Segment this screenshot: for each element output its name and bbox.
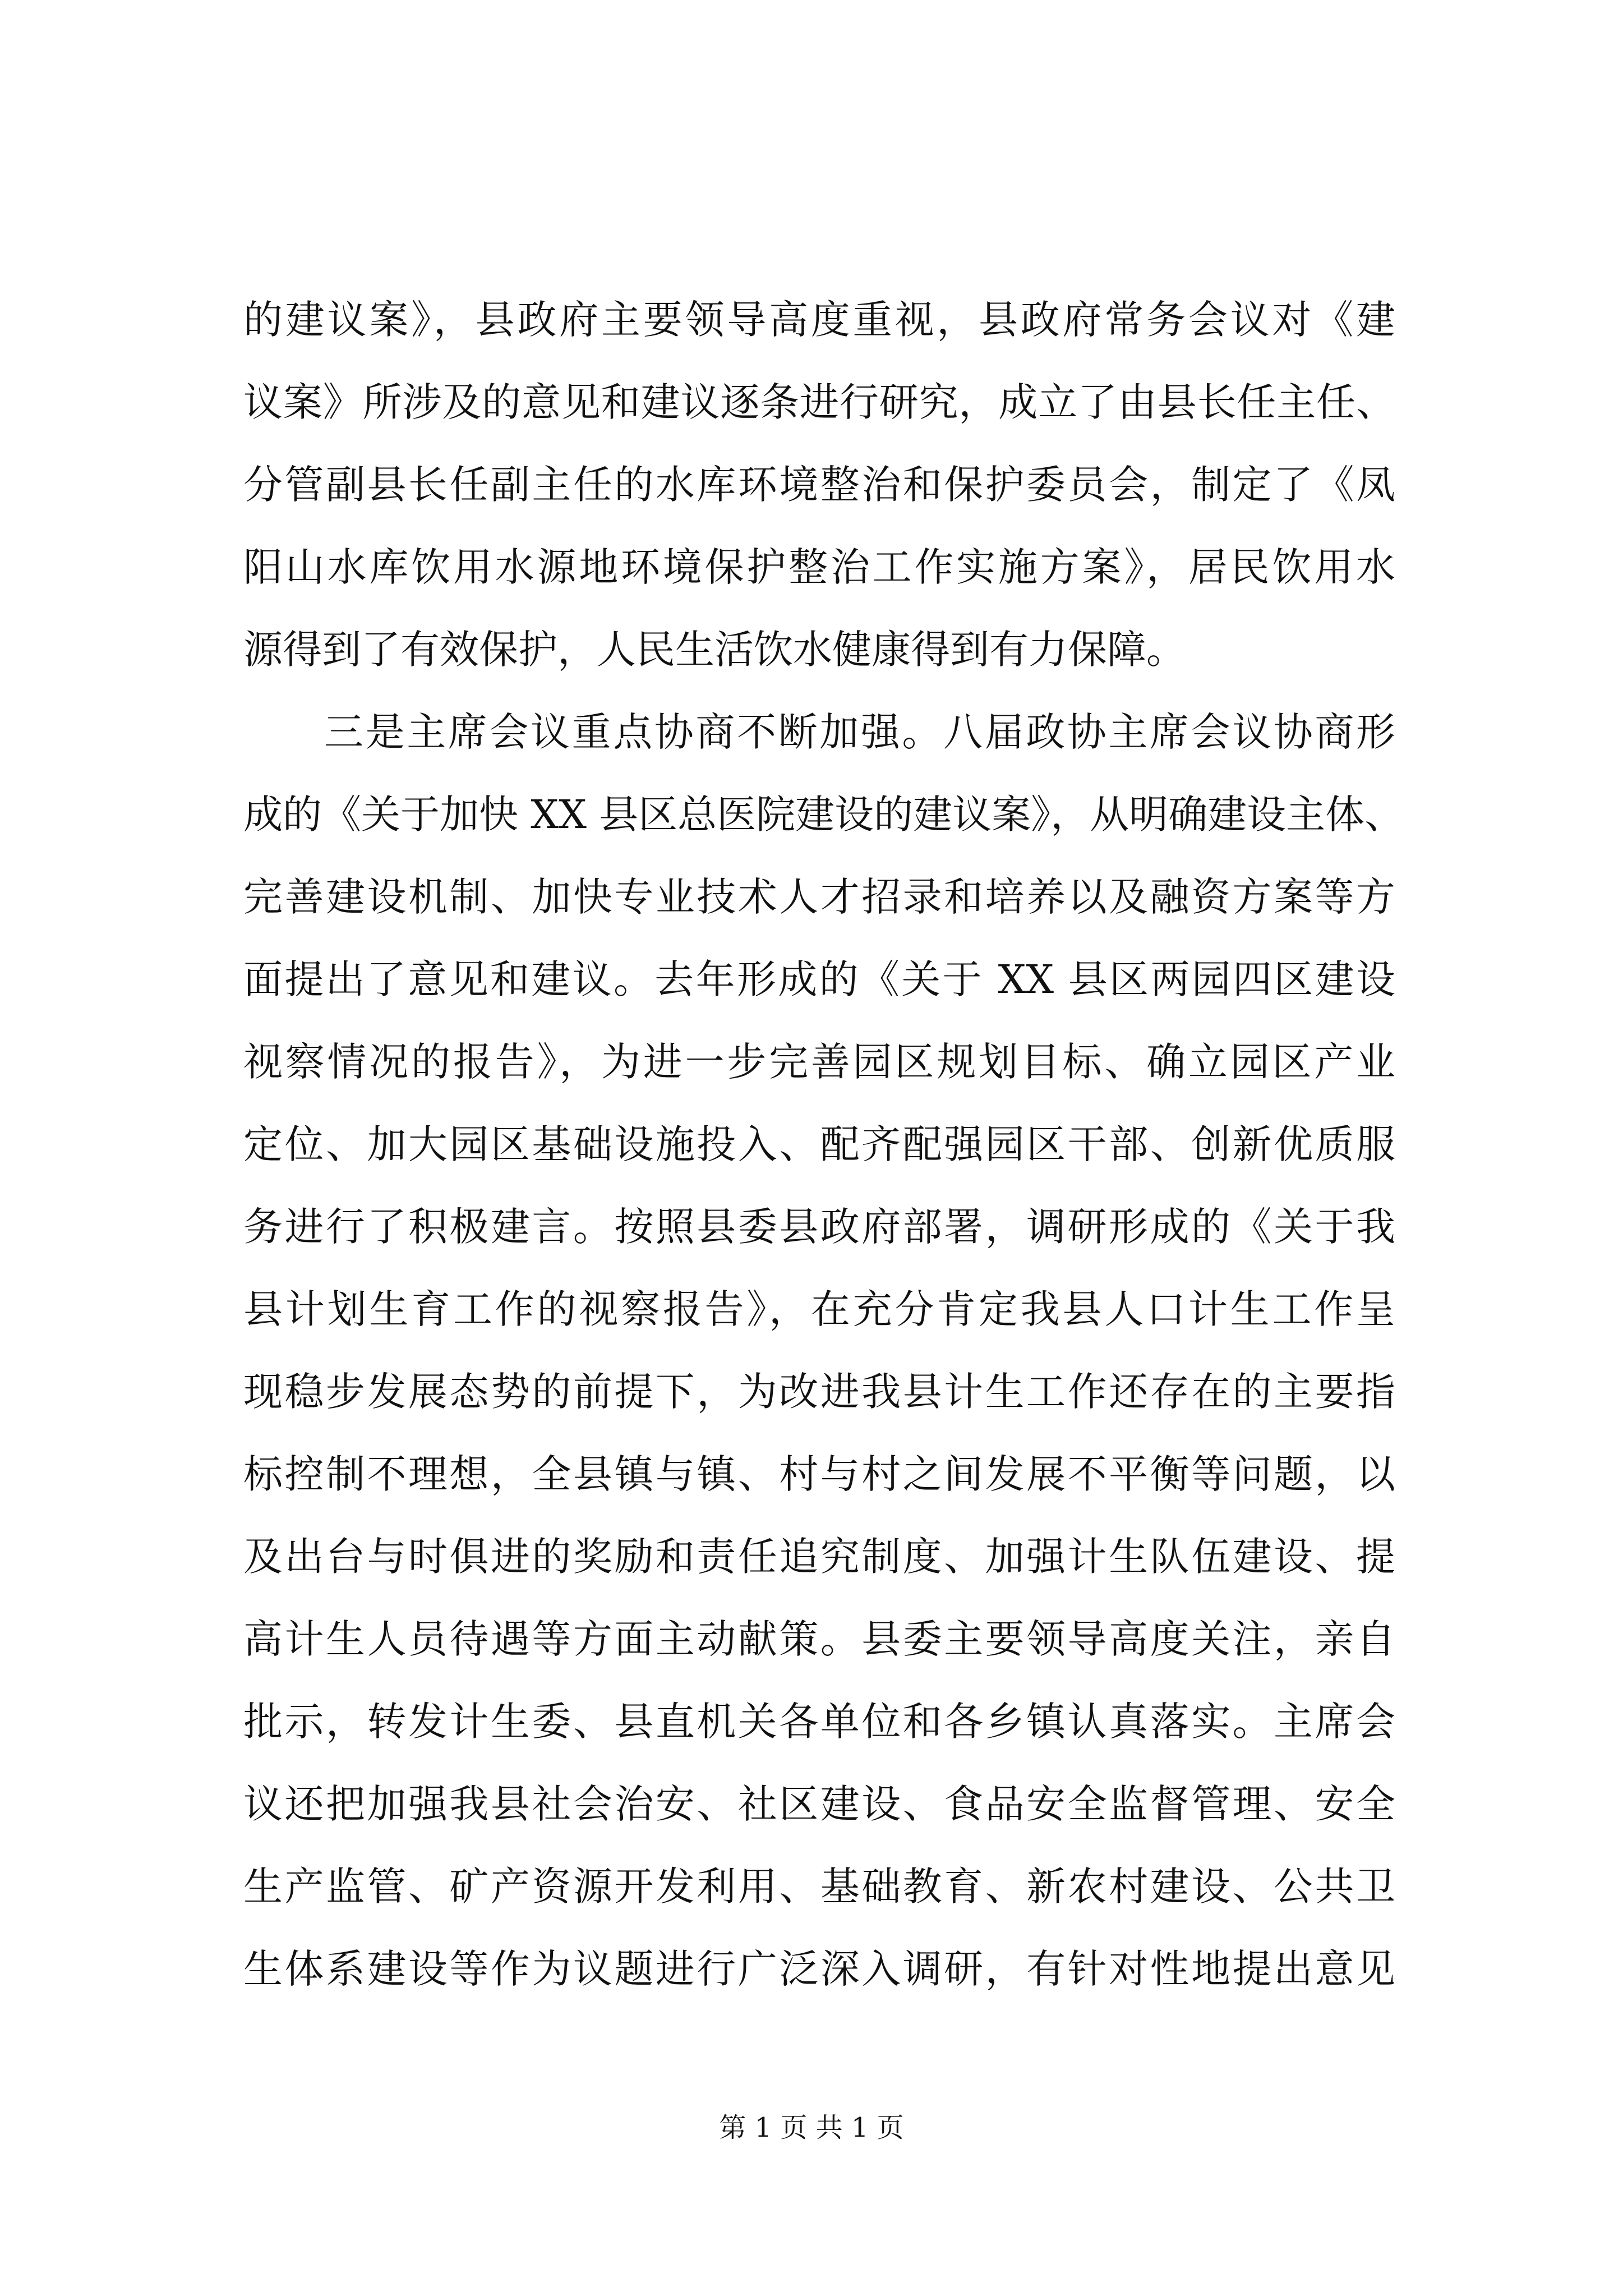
paragraph-first-line: 三是主席会议重点协商不断加强。八届政协主席会议协商形 (324, 709, 1395, 755)
text-line: 务进行了积极建言。按照县委县政府部署，调研形成的《关于我 (243, 1204, 1395, 1250)
text-line: 及出台与时俱进的奖励和责任追究制度、加强计生队伍建设、提 (243, 1534, 1395, 1580)
text-line: 定位、加大园区基础设施投入、配齐配强园区干部、创新优质服 (243, 1121, 1395, 1167)
page-number-footer: 第 1 页 共 1 页 (719, 2112, 904, 2143)
text-line: 源得到了有效保护，人民生活饮水健康得到有力保障。 (243, 627, 1186, 673)
text-line: 现稳步发展态势的前提下，为改进我县计生工作还存在的主要指 (243, 1369, 1395, 1415)
text-line: 阳山水库饮用水源地环境保护整治工作实施方案》，居民饮用水 (243, 544, 1395, 590)
text-line: 生产监管、矿产资源开发利用、基础教育、新农村建设、公共卫 (243, 1864, 1395, 1910)
text-line: 县计划生育工作的视察报告》，在充分肯定我县人口计生工作呈 (243, 1286, 1395, 1332)
text-line: 高计生人员待遇等方面主动献策。县委主要领导高度关注，亲自 (243, 1616, 1395, 1662)
text-line: 生体系建设等作为议题进行广泛深入调研，有针对性地提出意见 (243, 1946, 1395, 1992)
text-line: 视察情况的报告》，为进一步完善园区规划目标、确立园区产业 (243, 1039, 1395, 1085)
text-line: 议还把加强我县社会治安、社区建设、食品安全监督管理、安全 (243, 1781, 1395, 1827)
text-line: 面提出了意见和建议。去年形成的《关于 XX 县区两园四区建设 (243, 956, 1395, 1002)
text-line: 分管副县长任副主任的水库环境整治和保护委员会，制定了《凤 (243, 462, 1395, 508)
text-line: 完善建设机制、加快专业技术人才招录和培养以及融资方案等方 (243, 874, 1395, 920)
text-line: 标控制不理想，全县镇与镇、村与村之间发展不平衡等问题，以 (243, 1451, 1395, 1497)
text-line: 议案》所涉及的意见和建议逐条进行研究，成立了由县长任主任、 (243, 379, 1395, 425)
text-line: 成的《关于加快 XX 县区总医院建设的建议案》，从明确建设主体、 (243, 792, 1404, 838)
text-line: 的建议案》，县政府主要领导高度重视，县政府常务会议对《建 (243, 297, 1395, 343)
text-line: 批示，转发计生委、县直机关各单位和各乡镇认真落实。主席会 (243, 1699, 1395, 1745)
